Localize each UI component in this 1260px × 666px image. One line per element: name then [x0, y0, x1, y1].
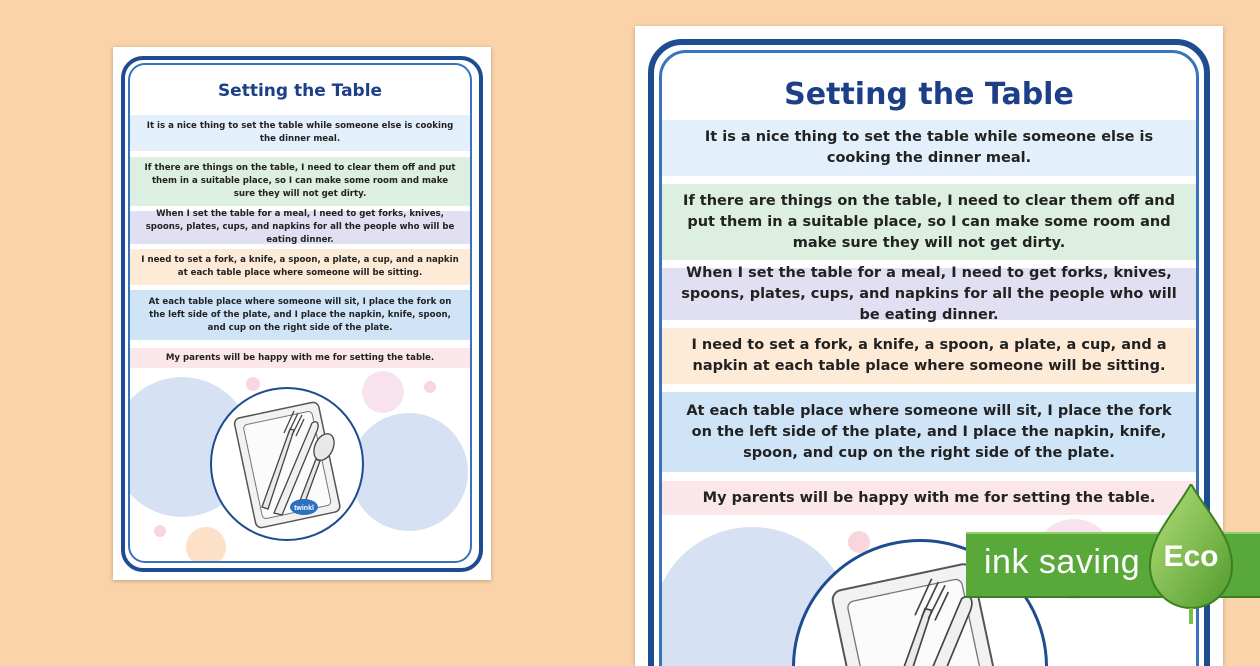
deco-circle — [154, 525, 166, 537]
svg-text:twinkl: twinkl — [294, 505, 314, 512]
cutlery-napkin-icon — [212, 389, 362, 539]
ink-saving-label: ink saving — [984, 543, 1141, 581]
text-box-6: My parents will be happy with me for setting the table. — [662, 481, 1196, 515]
text-box-6: My parents will be happy with me for setting the table. — [130, 348, 470, 368]
poster-thumbnail — [113, 47, 491, 580]
deco-circle — [424, 381, 436, 393]
deco-circle — [350, 413, 468, 531]
text-box-3: When I set the table for a meal, I need to get forks, knives, spoons, plates, cups, and napkins for all the people who will be eating dinner. — [662, 268, 1196, 320]
text-box-5: At each table place where someone will sit, I place the fork on the left side of the plate, and I place the napkin, knife, spoon, and cup on the right side of the plate. — [130, 290, 470, 340]
plate-icon — [210, 387, 364, 541]
poster-inner — [128, 63, 472, 563]
text-box-2: If there are things on the table, I need to clear them off and put them in a suitable place, so I can make some room and make sure they will not get dirty. — [130, 157, 470, 206]
poster-title: Setting the Table — [217, 81, 383, 101]
text-box-4: I need to set a fork, a knife, a spoon, a plate, a cup, and a napkin at each table place where someone will be sitting. — [662, 328, 1196, 384]
text-box-1: It is a nice thing to set the table while someone else is cooking the dinner meal. — [662, 120, 1196, 176]
eco-label: Eco — [1163, 540, 1219, 573]
text-box-5: At each table place where someone will sit, I place the fork on the left side of the plate, and I place the napkin, knife, spoon, and cup on the right side of the plate. — [662, 392, 1196, 472]
text-box-1: It is a nice thing to set the table while someone else is cooking the dinner meal. — [130, 115, 470, 151]
deco-circle — [362, 371, 404, 413]
text-box-2: If there are things on the table, I need to clear them off and put them in a suitable place, so I can make some room and make sure they will not get dirty. — [662, 184, 1196, 260]
text-box-4: I need to set a fork, a knife, a spoon, a plate, a cup, and a napkin at each table place where someone will be sitting. — [130, 249, 470, 285]
text-box-3: When I set the table for a meal, I need to get forks, knives, spoons, plates, cups, and napkins for all the people who will be eating dinner. — [130, 211, 470, 244]
poster-title: Setting the Table — [784, 77, 1074, 112]
poster-frame — [121, 56, 483, 572]
twinkl-logo — [290, 499, 318, 515]
